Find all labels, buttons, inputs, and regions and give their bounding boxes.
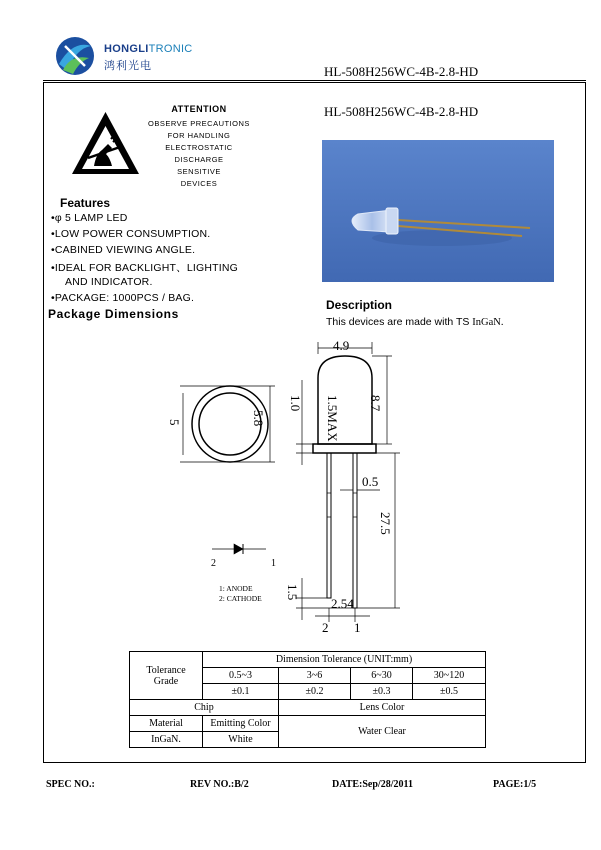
lens-color-value: Water Clear <box>279 716 486 748</box>
chip-label: Chip <box>130 700 279 716</box>
attention-title: ATTENTION <box>171 104 227 114</box>
hongli-logo-icon <box>55 36 95 76</box>
range-cell: 30~120 <box>413 668 486 684</box>
feature-item: AND INDICATOR. <box>65 276 153 288</box>
tolerance-value-cell: ±0.3 <box>351 684 413 700</box>
lens-color-label: Lens Color <box>279 700 486 716</box>
dim-max: 1.5MAX <box>325 395 340 442</box>
material-label: Material <box>130 716 203 732</box>
tolerance-value-cell: ±0.2 <box>279 684 351 700</box>
dim-lead: 0.5 <box>362 474 379 489</box>
header-divider <box>43 80 586 81</box>
dim-body-height: 8.7 <box>368 395 383 412</box>
emitting-color-value: White <box>203 732 279 748</box>
range-cell: 3~6 <box>279 668 351 684</box>
diode-symbol-icon <box>212 544 266 554</box>
features-title: Features <box>60 196 111 210</box>
feature-item: •IDEAL FOR BACKLIGHT、LIGHTING <box>51 262 239 274</box>
pin-label-left: 2 <box>322 620 329 635</box>
header-part-number: HL-508H256WC-4B-2.8-HD <box>324 64 479 79</box>
brand-name: HONGLITRONIC <box>104 43 193 55</box>
attention-line: FOR HANDLING <box>167 131 231 140</box>
tolerance-value-cell: ±0.1 <box>203 684 279 700</box>
dim-ring-inner: 5 <box>167 419 182 426</box>
tolerance-value-cell: ±0.5 <box>413 684 486 700</box>
footer-page: PAGE:1/5 <box>493 779 537 790</box>
dim-ring-outer: 5.8 <box>251 410 266 427</box>
part-number-title: HL-508H256WC-4B-2.8-HD <box>324 104 479 119</box>
attention-line: DEVICES <box>180 179 218 188</box>
tolerance-header: Dimension Tolerance (UNIT:mm) <box>203 652 486 668</box>
legend-cathode: 2: CATHODE <box>219 594 262 603</box>
feature-item: •CABINED VIEWING ANGLE. <box>51 244 196 256</box>
footer-date: DATE:Sep/28/2011 <box>332 779 413 790</box>
pin-label-right: 1 <box>354 620 361 635</box>
footer-spec-no: SPEC NO.: <box>46 779 95 790</box>
esd-warning-icon <box>68 106 143 181</box>
feature-item: •φ 5 LAMP LED <box>51 212 128 224</box>
symbol-pin-right: 1 <box>271 558 276 569</box>
package-dimensions-title: Package Dimensions <box>48 307 179 321</box>
description-text: This devices are made with TS InGaN. <box>326 316 504 328</box>
dim-pitch: 2.54 <box>331 596 354 611</box>
legend-anode: 1: ANODE <box>219 584 253 593</box>
attention-line: OBSERVE PRECAUTIONS <box>148 119 250 128</box>
description-title: Description <box>326 298 393 312</box>
material-value: InGaN. <box>130 732 203 748</box>
feature-item: •PACKAGE: 1000PCS / BAG. <box>51 292 195 304</box>
feature-item: •LOW POWER CONSUMPTION. <box>51 228 211 240</box>
attention-line: DISCHARGE <box>174 155 224 164</box>
attention-line: SENSITIVE <box>177 167 221 176</box>
symbol-pin-left: 2 <box>211 558 216 569</box>
led-product-photo <box>322 140 554 282</box>
dim-standoff: 1.5 <box>285 584 300 601</box>
package-dimension-drawing <box>150 335 590 645</box>
dim-top-width: 4.9 <box>333 338 350 353</box>
footer-rev-no: REV NO.:B/2 <box>190 779 249 790</box>
attention-line: ELECTROSTATIC <box>165 143 233 152</box>
dim-lead-length: 27.5 <box>378 512 393 535</box>
dim-flange: 1.0 <box>288 395 303 412</box>
emitting-color-label: Emitting Color <box>203 716 279 732</box>
range-cell: 0.5~3 <box>203 668 279 684</box>
brand-name-cn: 鸿利光电 <box>104 60 152 72</box>
tolerance-grade-label: Tolerance Grade <box>130 652 203 700</box>
tolerance-table <box>129 651 486 748</box>
range-cell: 6~30 <box>351 668 413 684</box>
